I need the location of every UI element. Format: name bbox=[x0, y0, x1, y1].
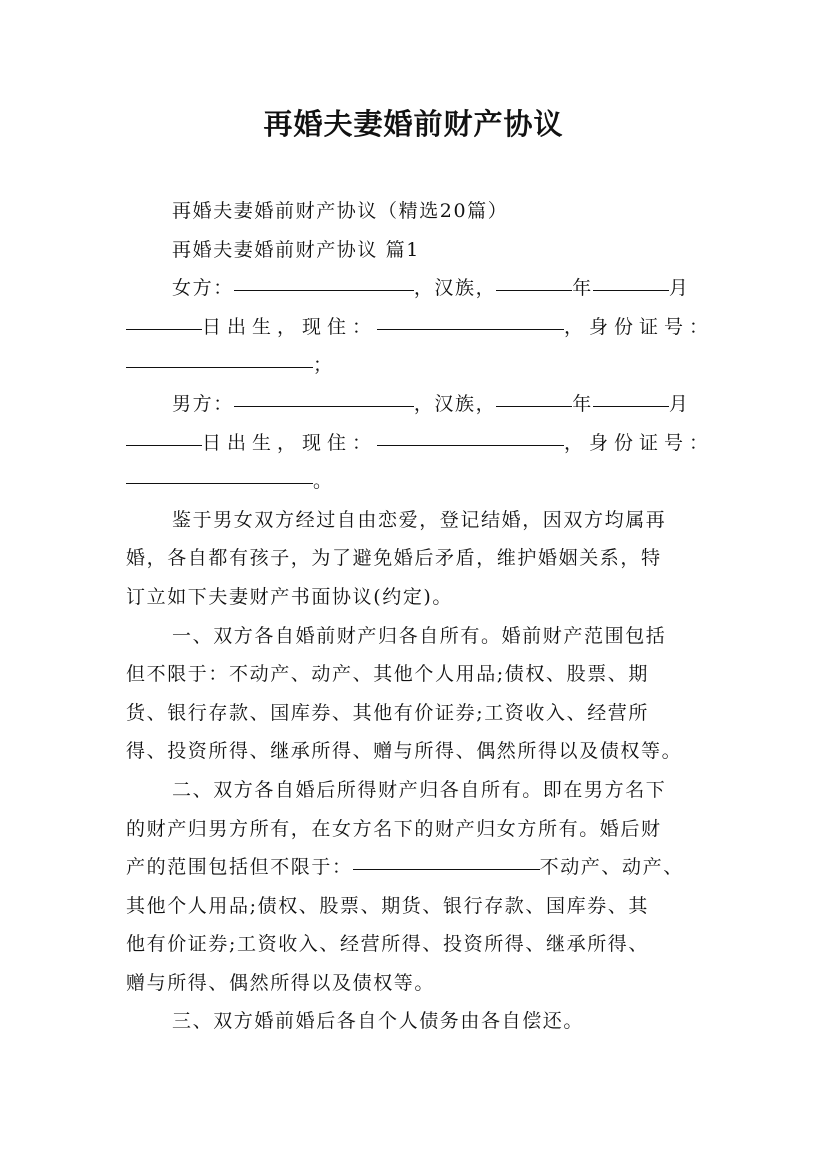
male-line-2 bbox=[126, 424, 715, 463]
document-body bbox=[126, 192, 715, 1041]
female-end: ； bbox=[313, 354, 334, 377]
male-ethnicity: ，汉族， bbox=[413, 392, 497, 415]
male-id-blank[interactable] bbox=[126, 483, 313, 484]
male-address-blank[interactable] bbox=[377, 445, 564, 446]
female-ethnicity: ，汉族， bbox=[413, 277, 497, 300]
preamble-line: 订立如下夫妻财产书面协议(约定)。 bbox=[126, 585, 454, 608]
clause1-line: 但不限于：不动产、动产、其他个人用品;债权、股票、期 bbox=[126, 663, 650, 686]
clause2-blank[interactable] bbox=[353, 869, 540, 870]
clause2-line: 赠与所得、偶然所得以及债权等。 bbox=[126, 971, 436, 994]
female-born-label: 日出生，现住： bbox=[202, 315, 378, 338]
clause1-line: 一、双方各自婚前财产归各自所有。婚前财产范围包括 bbox=[172, 624, 667, 647]
male-name-blank[interactable] bbox=[234, 406, 414, 407]
female-month-label: 月 bbox=[668, 277, 690, 300]
preamble-line: 婚，各自都有孩子，为了避免婚后矛盾，维护婚姻关系，特 bbox=[126, 547, 662, 570]
female-name-blank[interactable] bbox=[234, 290, 414, 291]
document-title: 再婚夫妻婚前财产协议 bbox=[263, 107, 564, 141]
clause2-line: 的财产归男方所有，在女方名下的财产归女方所有。婚后财 bbox=[126, 817, 662, 840]
preamble-line: 鉴于男女双方经过自由恋爱，登记结婚，因双方均属再 bbox=[172, 508, 667, 531]
female-year-blank[interactable] bbox=[496, 290, 572, 291]
female-day-blank[interactable] bbox=[126, 329, 202, 330]
article-heading: 再婚夫妻婚前财产协议 篇1 bbox=[172, 238, 420, 261]
female-id-blank[interactable] bbox=[126, 367, 313, 368]
clause2-line: 其他个人用品;债权、股票、期货、银行存款、国库券、其 bbox=[126, 894, 650, 917]
male-month-blank[interactable] bbox=[593, 406, 669, 407]
female-address-blank[interactable] bbox=[377, 329, 564, 330]
male-day-blank[interactable] bbox=[126, 445, 202, 446]
female-line-2 bbox=[126, 308, 715, 347]
clause2-blank-line bbox=[126, 848, 711, 887]
male-year-blank[interactable] bbox=[496, 406, 572, 407]
clause1-line: 得、投资所得、继承所得、赠与所得、偶然所得以及债权等。 bbox=[126, 740, 683, 763]
clause2-after-blank: 不动产、动产、 bbox=[539, 856, 684, 879]
clause1-line: 货、银行存款、国库券、其他有价证券;工资收入、经营所 bbox=[126, 701, 650, 724]
male-line-3 bbox=[126, 462, 711, 501]
male-label: 男方： bbox=[172, 392, 234, 415]
male-end: 。 bbox=[313, 470, 334, 493]
male-line-1 bbox=[126, 385, 711, 424]
clause3-line: 三、双方婚前婚后各自个人债务由各自偿还。 bbox=[172, 1010, 585, 1033]
male-month-label: 月 bbox=[668, 392, 690, 415]
female-line-3 bbox=[126, 346, 711, 385]
clause2-line: 二、双方各自婚后所得财产归各自所有。即在男方名下 bbox=[172, 778, 667, 801]
subtitle: 再婚夫妻婚前财产协议（精选20篇） bbox=[172, 200, 509, 222]
female-label: 女方： bbox=[172, 277, 234, 300]
male-year-label: 年 bbox=[572, 392, 593, 415]
clause2-line: 他有价证券;工资收入、经营所得、投资所得、继承所得、 bbox=[126, 933, 650, 956]
female-month-blank[interactable] bbox=[593, 290, 669, 291]
female-id-label: ，身份证号： bbox=[564, 315, 715, 338]
male-id-label: ，身份证号： bbox=[564, 431, 715, 454]
female-line-1 bbox=[126, 269, 711, 308]
clause2-before-blank: 产的范围包括但不限于： bbox=[126, 856, 353, 879]
female-year-label: 年 bbox=[572, 277, 593, 300]
male-born-label: 日出生，现住： bbox=[202, 431, 378, 454]
